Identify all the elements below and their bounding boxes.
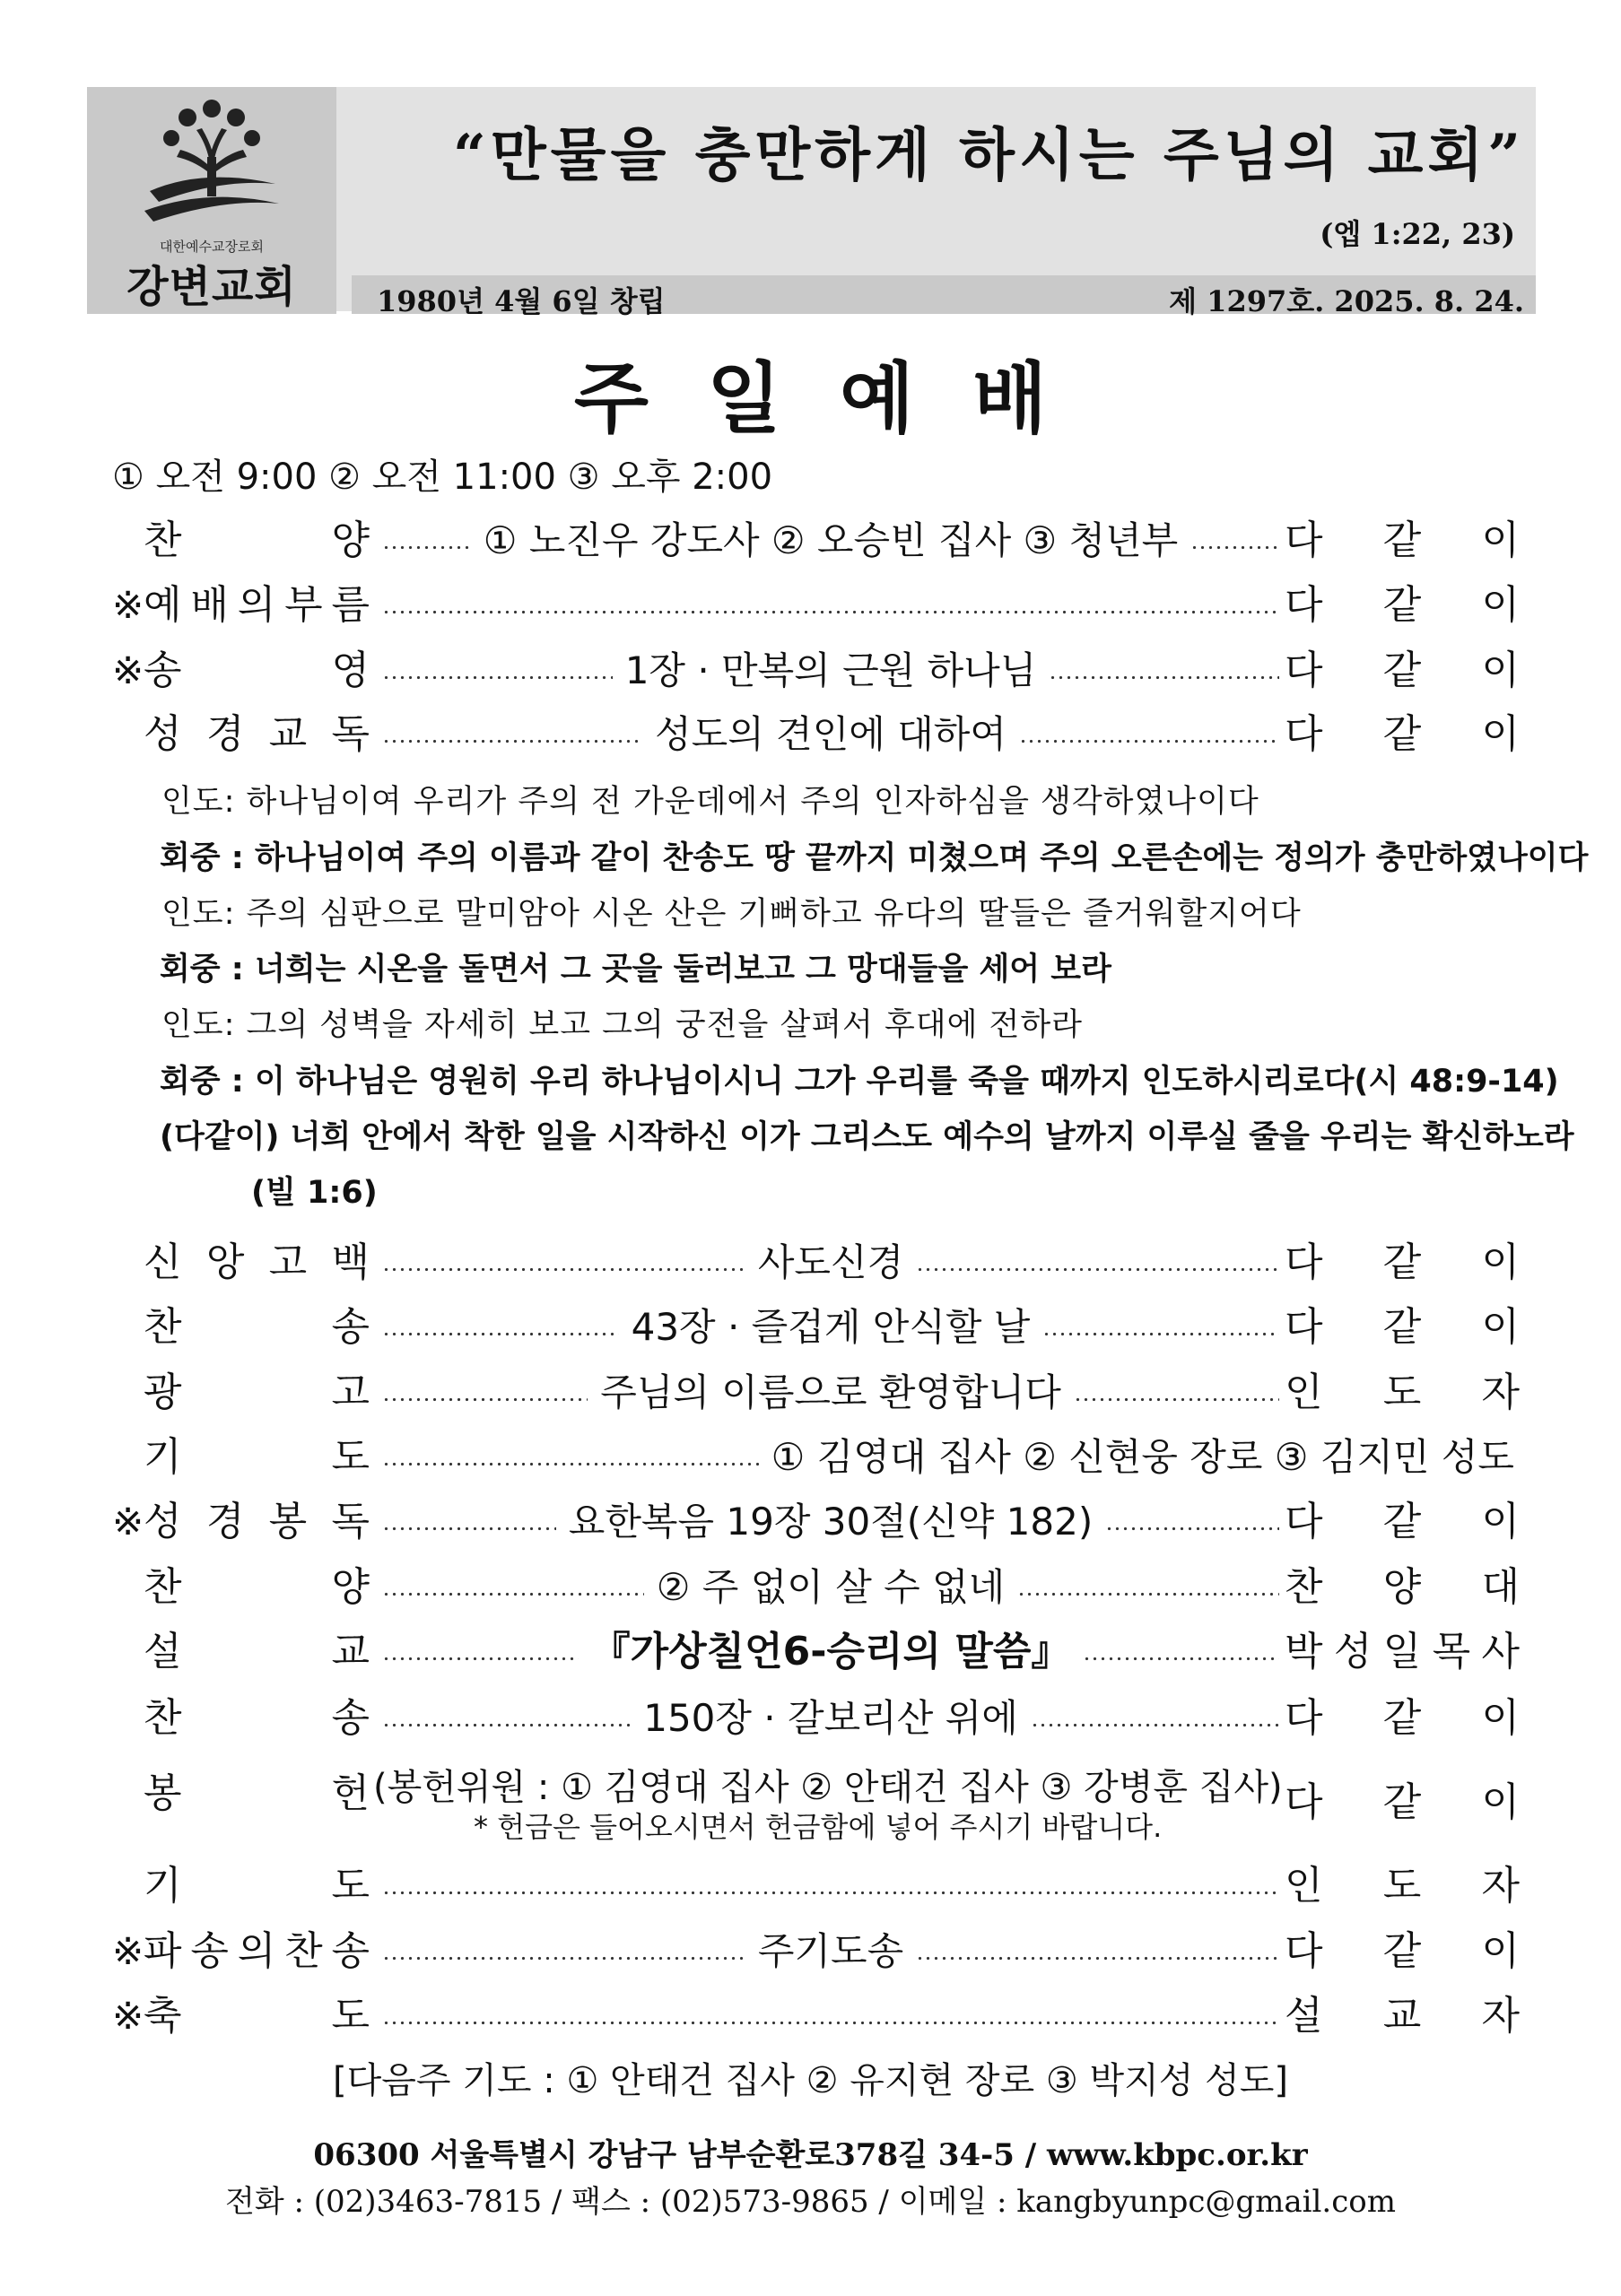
order-item-person <box>1285 1692 1520 1745</box>
person-char: 인 <box>1285 1863 1323 1909</box>
dot-leader <box>382 739 642 744</box>
label-char: 도 <box>331 1863 370 1909</box>
person-char: 양 <box>1382 1564 1422 1610</box>
order-item-leader <box>382 1495 1279 1549</box>
church-address: 06300 서울특별시 강남구 남부순환로378길 34-5 / www.kbpc.or.kr <box>313 2137 1308 2173</box>
person-char: 이 <box>1481 1239 1520 1285</box>
label-char: 앙 <box>205 1239 245 1285</box>
dot-leader <box>382 2021 1279 2025</box>
dot-leader <box>1042 1332 1279 1336</box>
dot-leader <box>382 1267 745 1272</box>
order-item-leader <box>382 1692 1279 1745</box>
dot-leader <box>1083 1657 1279 1661</box>
person-char: 이 <box>1481 1304 1520 1350</box>
label-char: 기 <box>144 1434 182 1480</box>
person-char: 같 <box>1382 582 1422 628</box>
standing-mark: ※ <box>112 583 144 627</box>
order-item <box>0 1989 1621 2043</box>
order-item-leader <box>382 1366 1279 1420</box>
page-title: 주일예배 <box>573 354 1106 444</box>
dot-leader <box>382 1397 588 1402</box>
dot-leader <box>1031 1723 1279 1727</box>
dot-leader <box>382 545 471 550</box>
label-char: 배 <box>190 582 229 628</box>
next-week-prayer: [다음주 기도 : ① 안태건 집사 ② 유지현 장로 ③ 박지성 성도] <box>333 2060 1288 2101</box>
dot-leader <box>382 1592 644 1596</box>
person-char: 같 <box>1382 1695 1422 1741</box>
order-item-person <box>1285 1236 1520 1290</box>
label-char: 광 <box>144 1370 182 1415</box>
order-item-content: 43장 · 즐겁게 안식할 날 <box>631 1305 1031 1349</box>
label-char: 설 <box>144 1629 182 1674</box>
dot-leader <box>1105 1526 1279 1531</box>
person-char: 같 <box>1382 1499 1422 1544</box>
order-item-content: ① 노진우 강도사 ② 오승빈 집사 ③ 청년부 <box>483 518 1179 562</box>
dot-leader <box>382 1657 579 1661</box>
dot-leader <box>382 1723 631 1727</box>
order-item-content: (봉헌위원 : ① 김영대 집사 ② 안태건 집사 ③ 강병훈 집사) <box>373 1767 1283 1808</box>
order-item <box>0 1692 1621 1745</box>
label-char: 름 <box>331 582 370 628</box>
order-item-label <box>144 1859 370 1913</box>
order-item-person <box>1285 1989 1520 2043</box>
order-item-label <box>144 1989 370 2043</box>
order-item-content: 주기도송 <box>757 1929 904 1973</box>
person-char: 인 <box>1285 1370 1323 1415</box>
label-char: 찬 <box>144 517 182 563</box>
label-char: 찬 <box>284 1928 323 1974</box>
person-char: 자 <box>1481 1863 1520 1909</box>
church-contact: 전화 : (02)3463-7815 / 팩스 : (02)573-9865 / 이메일 : kangbyunpc@gmail.com <box>225 2184 1396 2220</box>
reading-line-leader: 인도: 하나님이여 우리가 주의 전 가운데에서 주의 인자하심을 생각하였나이다 <box>161 784 1259 820</box>
dot-leader <box>1017 1592 1279 1596</box>
label-char: 백 <box>331 1239 370 1285</box>
order-item-leader <box>382 1300 1279 1354</box>
order-item <box>0 1431 1621 1484</box>
order-item-person <box>1285 514 1520 568</box>
person-char: 같 <box>1382 1239 1422 1285</box>
person-char: 교 <box>1382 1993 1422 2039</box>
label-char: 부 <box>284 582 323 628</box>
order-item-person <box>1285 644 1520 698</box>
order-item-label <box>144 1495 370 1549</box>
reading-line-congregation: 회중 : 너희는 시온을 돌면서 그 곳을 둘러보고 그 망대들을 세어 보라 <box>160 952 1111 987</box>
order-item-label <box>144 1925 370 1979</box>
order-item-leader <box>382 1625 1279 1679</box>
label-char: 송 <box>190 1928 229 1974</box>
order-item-content: 1장 · 만복의 근원 하나님 <box>624 648 1037 692</box>
label-char: 축 <box>144 1993 182 2039</box>
person-char: 설 <box>1285 1993 1323 2039</box>
person-char: 성 <box>1333 1629 1373 1674</box>
order-item <box>0 1495 1621 1549</box>
order-item-person <box>1285 1925 1520 1979</box>
order-item-person <box>1285 1859 1520 1913</box>
church-name: 강변교회 <box>126 262 297 312</box>
person-char: 대 <box>1481 1564 1520 1610</box>
order-item-label <box>144 1767 370 1821</box>
person-char: 자 <box>1481 1993 1520 2039</box>
reading-line-leader: 인도: 그의 성벽을 자세히 보고 그의 궁전을 살펴서 후대에 전하라 <box>161 1007 1083 1043</box>
dot-leader <box>916 1956 1279 1961</box>
dot-leader <box>1019 739 1279 744</box>
order-item-label <box>144 1300 370 1354</box>
order-item-leader <box>382 644 1279 698</box>
person-char: 사 <box>1481 1629 1520 1674</box>
label-char: 성 <box>144 711 182 757</box>
person-char: 자 <box>1481 1370 1520 1415</box>
order-item-leader <box>382 1989 1279 2043</box>
order-item <box>0 644 1621 698</box>
order-item-content: 사도신경 <box>757 1240 904 1284</box>
person-char: 다 <box>1285 582 1323 628</box>
person-char: 이 <box>1481 711 1520 757</box>
order-item-label <box>144 578 370 632</box>
person-char: 이 <box>1481 1779 1520 1825</box>
label-char: 고 <box>268 1239 308 1285</box>
order-item <box>0 1859 1621 1913</box>
person-char: 같 <box>1382 1928 1422 1974</box>
denomination-label: 대한예수교장로회 <box>160 239 264 255</box>
order-item <box>0 708 1621 761</box>
reading-reference: (빌 1:6) <box>251 1175 378 1211</box>
order-item-content: 『가상칠언6-승리의 말씀』 <box>590 1629 1071 1674</box>
person-char: 이 <box>1481 582 1520 628</box>
person-char: 다 <box>1285 1239 1323 1285</box>
label-char: 독 <box>331 1499 370 1544</box>
order-item-leader <box>382 1236 1279 1290</box>
dot-leader <box>1049 675 1279 680</box>
label-char: 양 <box>331 517 370 563</box>
label-char: 교 <box>331 1629 370 1674</box>
person-char: 같 <box>1382 1304 1422 1350</box>
person-char: 다 <box>1285 711 1323 757</box>
order-item <box>0 514 1621 568</box>
reading-line-all: (다같이) 너희 안에서 착한 일을 시작하신 이가 그리스도 예수의 날까지 이루실 줄을 우리는 확신하노라 <box>160 1119 1574 1155</box>
order-item-label <box>144 514 370 568</box>
dot-leader <box>382 1891 1279 1895</box>
label-char: 의 <box>237 582 276 628</box>
label-char: 의 <box>237 1928 276 1974</box>
order-item-leader <box>382 514 1279 568</box>
order-item-content: 성도의 견인에 대하여 <box>655 712 1007 756</box>
dot-leader <box>382 675 613 680</box>
label-char: 송 <box>144 648 182 693</box>
label-char: 교 <box>268 711 308 757</box>
person-char: 도 <box>1382 1863 1422 1909</box>
label-char: 봉 <box>144 1770 182 1816</box>
order-item-label <box>144 1366 370 1420</box>
reading-line-congregation: 회중 : 이 하나님은 영원히 우리 하나님이시니 그가 우리를 죽을 때까지 인도하시리로다(시 48:9-14) <box>160 1064 1559 1100</box>
order-item-content: 요한복음 19장 30절(신약 182) <box>568 1500 1094 1544</box>
person-char: 이 <box>1481 648 1520 693</box>
person-char: 박 <box>1285 1629 1323 1674</box>
person-char: 목 <box>1432 1629 1471 1674</box>
reading-line-congregation: 회중 : 하나님이여 주의 이름과 같이 찬송도 땅 끝까지 미쳤으며 주의 오른손에는 정의가 충만하였나이다 <box>160 840 1589 876</box>
label-char: 기 <box>144 1863 182 1909</box>
label-char: 헌 <box>331 1770 370 1816</box>
issue-number: 제 1297호. 2025. 8. 24. <box>1169 284 1524 318</box>
label-char: 영 <box>331 648 370 693</box>
label-char: 찬 <box>144 1304 182 1350</box>
label-char: 찬 <box>144 1564 182 1610</box>
order-item-content: ② 주 없이 살 수 없네 <box>656 1565 1006 1609</box>
church-logo <box>87 87 336 314</box>
label-char: 양 <box>331 1564 370 1610</box>
standing-mark: ※ <box>112 1500 144 1544</box>
person-char: 찬 <box>1285 1564 1323 1610</box>
label-char: 예 <box>144 582 182 628</box>
person-char: 다 <box>1285 648 1323 693</box>
label-char: 송 <box>331 1304 370 1350</box>
order-item-label <box>144 1692 370 1745</box>
dot-leader <box>382 1462 759 1466</box>
standing-mark: ※ <box>112 1994 144 2038</box>
offering-note: * 헌금은 들어오시면서 헌금함에 넣어 주시기 바랍니다. <box>474 1810 1163 1844</box>
person-char: 다 <box>1285 517 1323 563</box>
person-char: 이 <box>1481 1499 1520 1544</box>
person-char: 일 <box>1382 1629 1422 1674</box>
order-item <box>0 578 1621 632</box>
order-item-leader <box>382 1561 1279 1614</box>
order-item-leader <box>382 1925 1279 1979</box>
tree-logo-icon <box>141 98 283 232</box>
standing-mark: ※ <box>112 1929 144 1973</box>
order-item-content: ① 김영대 집사 ② 신현웅 장로 ③ 김지민 성도 <box>771 1435 1514 1479</box>
order-item <box>0 1925 1621 1979</box>
order-item-person <box>1285 1561 1520 1614</box>
church-motto: “만물을 충만하게 하시는 주님의 교회” <box>453 122 1526 189</box>
person-char: 같 <box>1382 648 1422 693</box>
label-char: 성 <box>144 1499 182 1544</box>
person-char: 다 <box>1285 1779 1323 1825</box>
order-item-label <box>144 1236 370 1290</box>
service-times: ① 오전 9:00 ② 오전 11:00 ③ 오후 2:00 <box>112 457 773 498</box>
order-item-label <box>144 1431 370 1484</box>
order-item-leader <box>382 708 1279 761</box>
label-char: 도 <box>331 1434 370 1480</box>
order-item-person <box>1285 578 1520 632</box>
label-char: 경 <box>205 711 245 757</box>
order-item-label <box>144 708 370 761</box>
order-item-person <box>1285 1300 1520 1354</box>
label-char: 봉 <box>268 1499 308 1544</box>
order-item-leader <box>382 578 1279 632</box>
order-item <box>0 1561 1621 1614</box>
founding-date: 1980년 4월 6일 창립 <box>377 284 666 318</box>
motto-reference: (엡 1:22, 23) <box>1320 217 1515 251</box>
order-item-leader <box>382 1859 1279 1913</box>
order-item-label <box>144 644 370 698</box>
order-item-label <box>144 1561 370 1614</box>
order-item <box>0 1625 1621 1679</box>
order-item-person <box>1285 1776 1520 1830</box>
order-item-content: 주님의 이름으로 환영합니다 <box>600 1370 1061 1414</box>
dot-leader <box>1074 1397 1279 1402</box>
label-char: 찬 <box>144 1695 182 1741</box>
order-item-person <box>1285 708 1520 761</box>
person-char: 다 <box>1285 1695 1323 1741</box>
dot-leader <box>916 1267 1279 1272</box>
label-char: 송 <box>331 1695 370 1741</box>
person-char: 같 <box>1382 711 1422 757</box>
label-char: 송 <box>331 1928 370 1974</box>
dot-leader <box>1190 545 1279 550</box>
order-item <box>0 1300 1621 1354</box>
label-char: 고 <box>331 1370 370 1415</box>
dot-leader <box>382 1332 619 1336</box>
order-item-content: 150장 · 갈보리산 위에 <box>643 1696 1018 1740</box>
label-char: 파 <box>144 1928 182 1974</box>
person-char: 같 <box>1382 1779 1422 1825</box>
label-char: 경 <box>205 1499 245 1544</box>
order-item-label <box>144 1625 370 1679</box>
dot-leader <box>382 610 1279 614</box>
person-char: 이 <box>1481 1695 1520 1741</box>
person-char: 이 <box>1481 517 1520 563</box>
label-char: 도 <box>331 1993 370 2039</box>
label-char: 신 <box>144 1239 182 1285</box>
person-char: 같 <box>1382 517 1422 563</box>
reading-line-leader: 인도: 주의 심판으로 말미암아 시온 산은 기뻐하고 유다의 딸들은 즐거워할지어다 <box>161 896 1302 932</box>
person-char: 도 <box>1382 1370 1422 1415</box>
order-item-person <box>1285 1366 1520 1420</box>
label-char: 독 <box>331 711 370 757</box>
person-char: 이 <box>1481 1928 1520 1974</box>
order-item-leader <box>382 1431 1520 1484</box>
order-item-person <box>1285 1625 1520 1679</box>
order-item-person <box>1285 1495 1520 1549</box>
order-item <box>0 1366 1621 1420</box>
order-item <box>0 1236 1621 1290</box>
dot-leader <box>382 1956 745 1961</box>
person-char: 다 <box>1285 1928 1323 1974</box>
dot-leader <box>382 1526 556 1531</box>
standing-mark: ※ <box>112 648 144 692</box>
person-char: 다 <box>1285 1499 1323 1544</box>
person-char: 다 <box>1285 1304 1323 1350</box>
